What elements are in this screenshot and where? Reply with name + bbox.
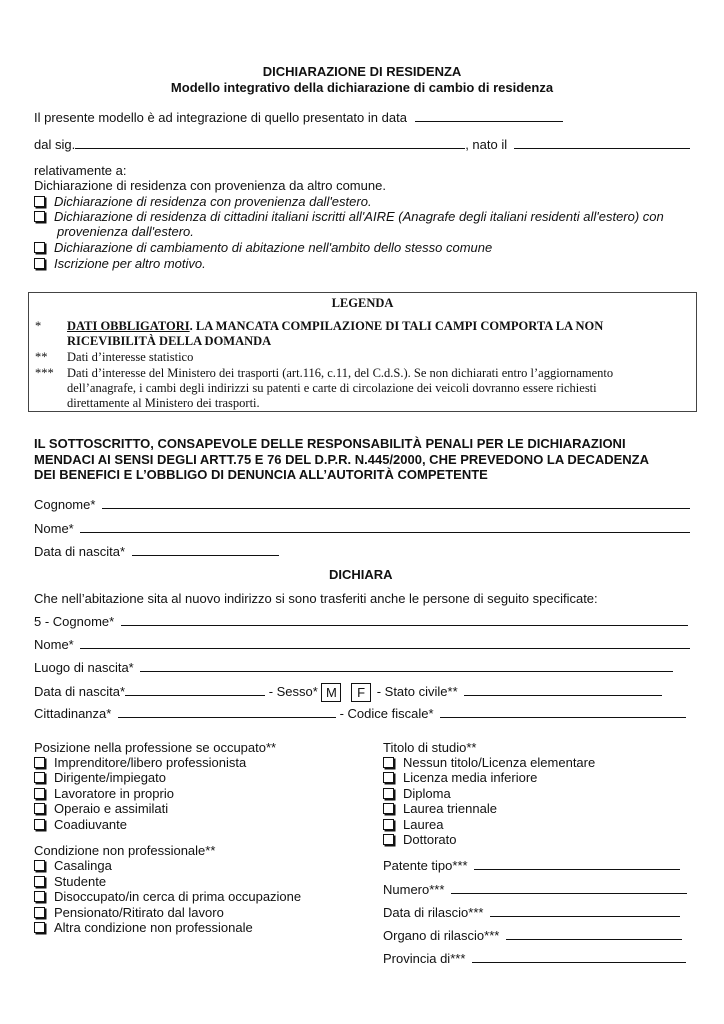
checkbox[interactable] — [34, 876, 45, 887]
cognome-label: Cognome* — [34, 497, 96, 512]
p-cittadinanza-row — [34, 706, 686, 721]
checkbox[interactable] — [34, 803, 45, 814]
p-data-field[interactable] — [125, 684, 265, 696]
p-luogo-label: Luogo di nascita* — [34, 660, 134, 675]
studio-item[interactable]: Nessun titolo/Licenza elementare — [383, 755, 595, 770]
legend-star1-text2: RICEVIBILITÀ DELLA DOMANDA — [67, 334, 272, 348]
professione-title: Posizione nella professione se occupato** — [34, 740, 277, 755]
checkbox[interactable] — [34, 860, 45, 871]
patente-organo-field[interactable] — [506, 928, 682, 940]
checkbox[interactable] — [34, 757, 45, 768]
sesso-label: - Sesso* — [268, 683, 318, 699]
patente-data-field[interactable] — [490, 905, 680, 917]
legend-star3-text2: dell’anagrafe, i cambi degli indirizzi su patenti e carte di circolazione dei veicoli dovranno essere richiesti — [67, 381, 597, 395]
checkbox[interactable] — [34, 258, 45, 269]
checkbox[interactable] — [34, 788, 45, 799]
legend-box — [28, 292, 697, 412]
patente-data-row — [383, 905, 680, 920]
patente-organo-label: Organo di rilascio*** — [383, 928, 500, 943]
studio-item[interactable]: Dottorato — [383, 832, 456, 847]
checkbox[interactable] — [383, 757, 394, 768]
non-professionale-item[interactable]: Studente — [34, 874, 106, 889]
stato-field[interactable] — [464, 684, 662, 696]
p-nome-label: Nome* — [34, 637, 74, 652]
declaration-line3: DEI BENEFICI E L’OBBLIGO DI DENUNCIA ALL’AUTORITÀ COMPETENTE — [34, 467, 488, 482]
checkbox[interactable] — [34, 907, 45, 918]
cittadinanza-label: Cittadinanza* — [34, 706, 112, 721]
patente-numero-row — [383, 882, 687, 897]
patente-provincia-field[interactable] — [472, 951, 686, 963]
option-aire-cont: provenienza dall'estero. — [57, 224, 194, 239]
studio-item[interactable]: Diploma — [383, 786, 451, 801]
studio-item[interactable]: Licenza media inferiore — [383, 770, 537, 785]
p-cognome-field[interactable] — [121, 614, 688, 626]
studio-item[interactable]: Laurea — [383, 817, 443, 832]
checkbox[interactable] — [383, 803, 394, 814]
option-estero[interactable]: Dichiarazione di residenza con provenienza dall'estero. — [34, 194, 372, 209]
sesso-f-box[interactable]: F — [351, 683, 371, 702]
non-professionale-item[interactable]: Casalinga — [34, 858, 112, 873]
cittadinanza-field[interactable] — [118, 706, 336, 718]
sig-label: dal sig. — [34, 137, 76, 152]
checkbox[interactable] — [34, 922, 45, 933]
p-nome-field[interactable] — [80, 637, 690, 649]
p-nome-row — [34, 637, 690, 652]
professione-item[interactable]: Operaio e assimilati — [34, 801, 168, 816]
date-row — [34, 110, 563, 125]
page-title: DICHIARAZIONE DI RESIDENZA — [262, 64, 462, 79]
checkbox[interactable] — [383, 834, 394, 845]
declaration-line2: MENDACI AI SENSI DEGLI ARTT.75 E 76 DEL D.P.R. N.445/2000, CHE PREVEDONO LA DECADENZA — [34, 452, 649, 467]
born-field[interactable] — [514, 137, 690, 149]
professione-item[interactable]: Coadiuvante — [34, 817, 127, 832]
option-aire[interactable]: Dichiarazione di residenza di cittadini italiani iscritti all'AIRE (Anagrafe degli italiani residenti all'estero) con — [34, 209, 664, 224]
non-professionale-item[interactable]: Disoccupato/in cerca di prima occupazione — [34, 889, 301, 904]
p-luogo-field[interactable] — [140, 660, 673, 672]
checkbox[interactable] — [34, 772, 45, 783]
patente-data-label: Data di rilascio*** — [383, 905, 484, 920]
patente-provincia-row — [383, 951, 686, 966]
nome-field[interactable] — [80, 521, 690, 533]
legend-star3: *** — [35, 366, 54, 380]
codice-field[interactable] — [440, 706, 686, 718]
legend-star3-text3: direttamente al Ministero dei trasporti. — [67, 396, 260, 410]
dichiara-title: DICHIARA — [329, 567, 393, 582]
checkbox[interactable] — [34, 211, 45, 222]
cognome-field[interactable] — [102, 497, 690, 509]
legend-star1: * — [35, 319, 42, 333]
checkbox[interactable] — [34, 242, 45, 253]
patente-tipo-label: Patente tipo*** — [383, 858, 468, 873]
declaration-line1: IL SOTTOSCRITTO, CONSAPEVOLE DELLE RESPONSABILITÀ PENALI PER LE DICHIARAZIONI — [34, 436, 626, 451]
non-professionale-title: Condizione non professionale** — [34, 843, 216, 858]
date-field[interactable] — [415, 110, 563, 122]
legend-star1-text: DATI OBBLIGATORI. LA MANCATA COMPILAZIONE DI TALI CAMPI COMPORTA LA NON — [67, 319, 604, 333]
professione-item[interactable]: Dirigente/impiegato — [34, 770, 166, 785]
checkbox[interactable] — [34, 891, 45, 902]
p-luogo-row — [34, 660, 673, 675]
professione-item[interactable]: Imprenditore/libero professionista — [34, 755, 246, 770]
p-data-row — [34, 683, 662, 702]
option-cambio[interactable]: Dichiarazione di cambiamento di abitazione nell'ambito dello stesso comune — [34, 240, 492, 255]
studio-title: Titolo di studio** — [383, 740, 477, 755]
codice-label: - Codice fiscale* — [339, 706, 434, 721]
legend-star2: ** — [35, 350, 48, 364]
checkbox[interactable] — [383, 788, 394, 799]
patente-numero-field[interactable] — [451, 882, 687, 894]
option-altro[interactable]: Iscrizione per altro motivo. — [34, 256, 206, 271]
p-cognome-label: 5 - Cognome* — [34, 614, 115, 629]
sig-field[interactable] — [75, 137, 465, 149]
first-option: Dichiarazione di residenza con provenienza da altro comune. — [34, 178, 386, 193]
data-nascita-label: Data di nascita* — [34, 544, 126, 559]
data-nascita-field[interactable] — [132, 544, 279, 556]
legend-title: LEGENDA — [331, 296, 394, 310]
nome-row — [34, 521, 690, 536]
sig-row — [34, 137, 690, 152]
patente-provincia-label: Provincia di*** — [383, 951, 466, 966]
checkbox[interactable] — [34, 819, 45, 830]
dichiara-text: Che nell’abitazione sita al nuovo indirizzo si sono trasferiti anche le persone di seguito specificate: — [34, 591, 598, 606]
patente-tipo-field[interactable] — [474, 858, 680, 870]
non-professionale-item[interactable]: Altra condizione non professionale — [34, 920, 253, 935]
patente-numero-label: Numero*** — [383, 882, 445, 897]
professione-item[interactable]: Lavoratore in proprio — [34, 786, 174, 801]
page-subtitle: Modello integrativo della dichiarazione di cambio di residenza — [170, 80, 554, 95]
relative-label: relativamente a: — [34, 163, 127, 178]
checkbox[interactable] — [383, 819, 394, 830]
born-label: , nato il — [465, 137, 508, 152]
studio-item[interactable]: Laurea triennale — [383, 801, 497, 816]
p-cognome-row — [34, 614, 688, 629]
patente-tipo-row — [383, 858, 680, 873]
non-professionale-item[interactable]: Pensionato/Ritirato dal lavoro — [34, 905, 224, 920]
date-label: Il presente modello è ad integrazione di quello presentato in data — [34, 110, 407, 125]
nome-label: Nome* — [34, 521, 74, 536]
data-nascita-row — [34, 544, 279, 559]
stato-label: - Stato civile** — [376, 683, 458, 699]
legend-star2-text: Dati d’interesse statistico — [67, 350, 194, 364]
checkbox[interactable] — [34, 196, 45, 207]
cognome-row — [34, 497, 690, 512]
sesso-m-box[interactable]: M — [321, 683, 341, 702]
patente-organo-row — [383, 928, 682, 943]
p-data-label: Data di nascita* — [34, 683, 126, 699]
checkbox[interactable] — [383, 772, 394, 783]
legend-star3-text1: Dati d’interesse del Ministero dei trasporti (art.116, c.11, del C.d.S.). Se non dichiarati entro l’aggiornamento — [67, 366, 614, 380]
